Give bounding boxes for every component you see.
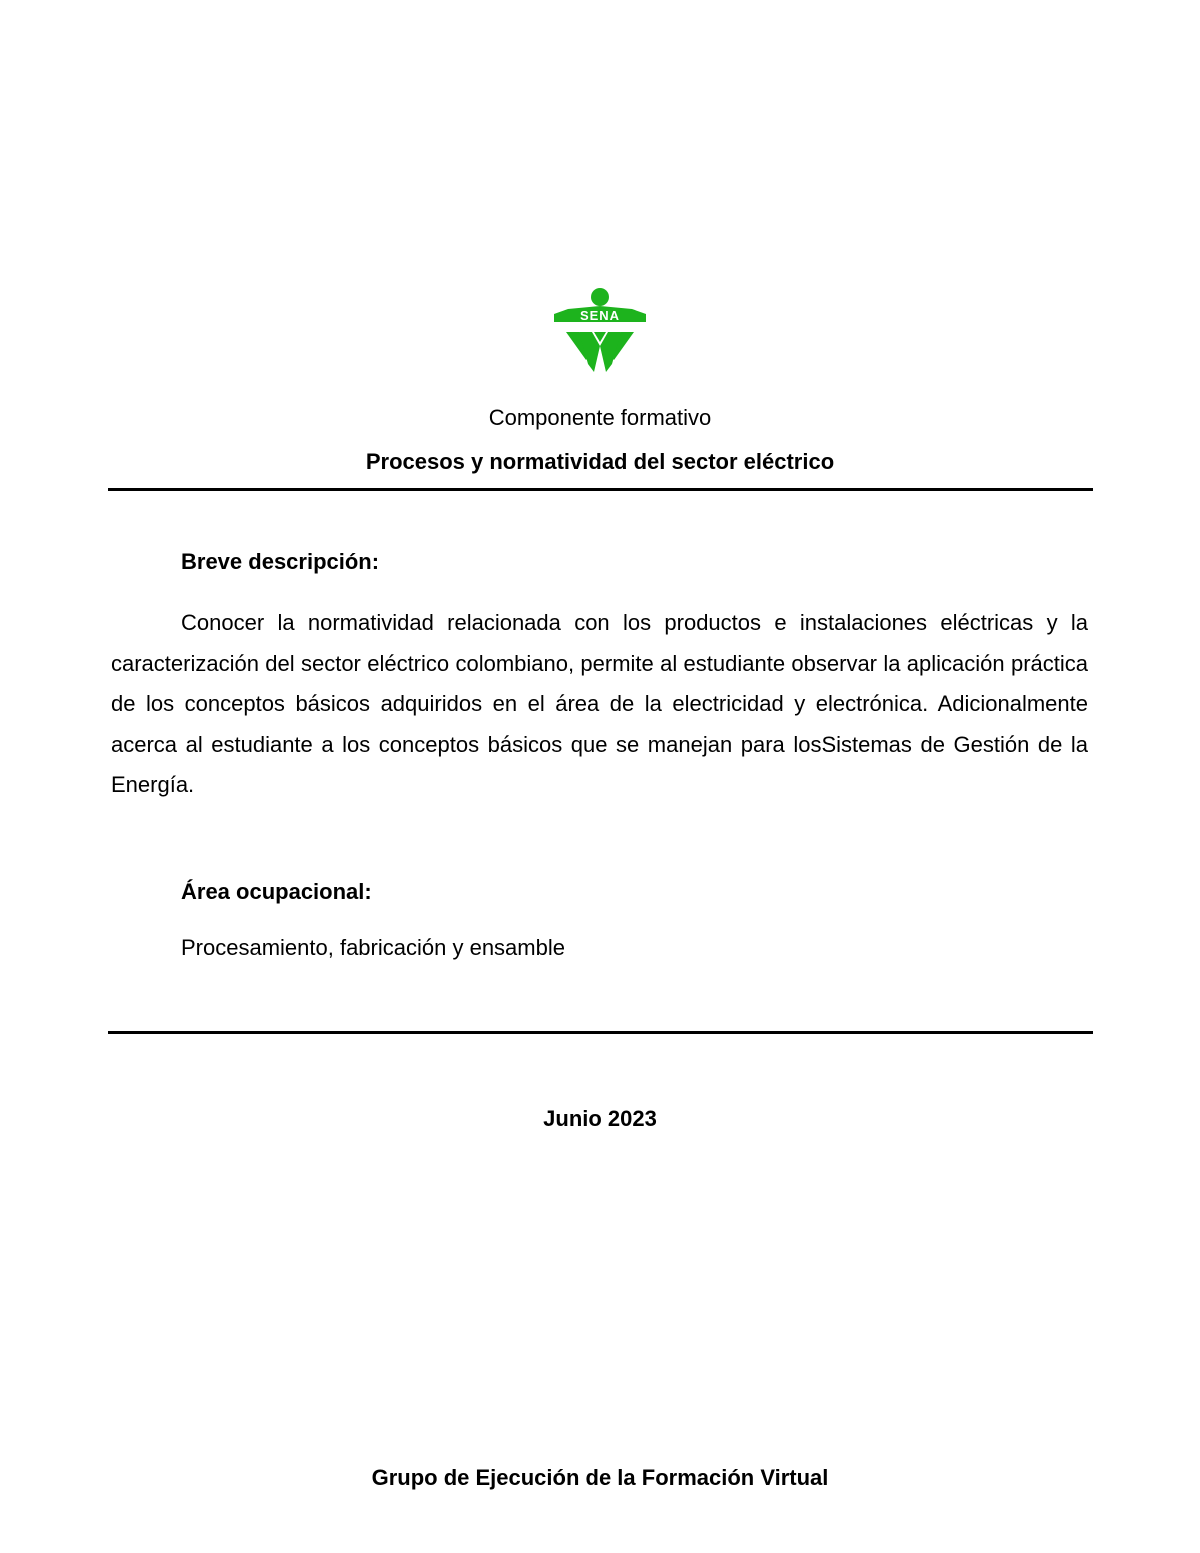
occupational-area-value: Procesamiento, fabricación y ensamble bbox=[181, 935, 565, 960]
description-text: Conocer la normatividad relacionada con los productos e instalaciones eléctricas y la caracterización del sector eléctrico colombiano, permite al estudiante observar la aplicación práctica de los conceptos básicos adquiridos en el área de la electricidad y electrónica. Adicionalmente acerca al estudiante a los conceptos básicos que se manejan para losSistemas de Gestión de la Energía. bbox=[111, 610, 1088, 797]
occupational-area-heading: Área ocupacional: bbox=[181, 879, 372, 904]
top-divider bbox=[108, 488, 1093, 491]
cover-subtitle: Componente formativo bbox=[488, 405, 712, 430]
description-heading: Breve descripción: bbox=[181, 549, 380, 574]
cover-title: Procesos y normatividad del sector eléctrico bbox=[365, 449, 835, 474]
logo-text: SENA bbox=[579, 308, 621, 323]
bottom-divider bbox=[108, 1031, 1093, 1034]
sena-logo bbox=[552, 284, 648, 376]
footer-text: Grupo de Ejecución de la Formación Virtual bbox=[371, 1465, 829, 1490]
date: Junio 2023 bbox=[543, 1106, 657, 1131]
